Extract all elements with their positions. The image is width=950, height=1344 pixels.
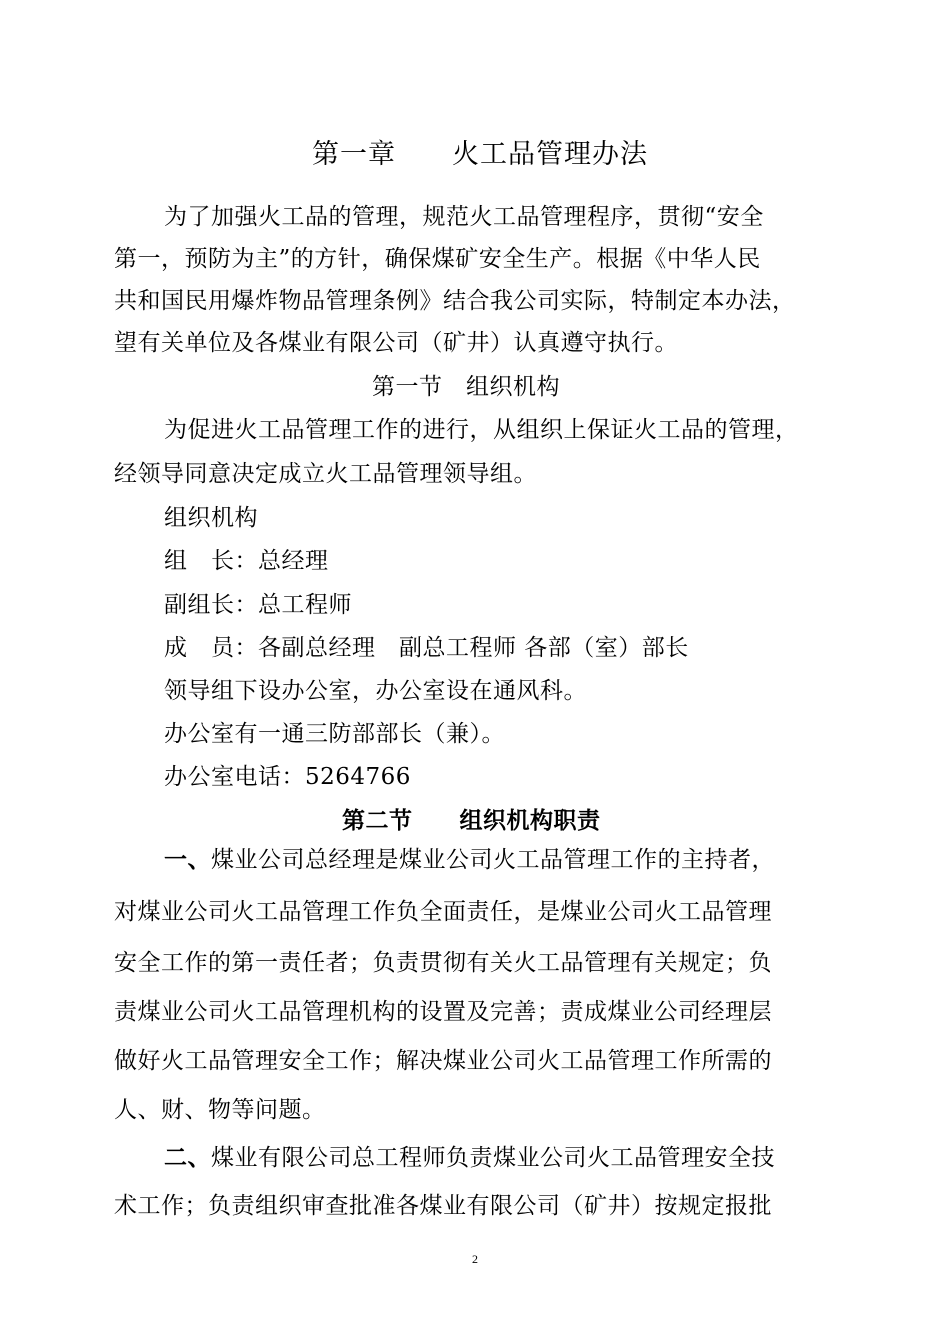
org-deputy: 副组长：总工程师 — [164, 592, 352, 618]
item1-first-line — [164, 845, 775, 875]
section1-title: 第一节 组织机构 — [372, 374, 560, 400]
office-setup: 领导组下设办公室，办公室设在通风科。 — [164, 678, 587, 704]
item2-text: 煤业有限公司总工程师负责煤业公司火工品管理安全技 — [211, 1145, 775, 1171]
item2-number: 二、 — [164, 1144, 211, 1171]
office-phone: 办公室电话：5264766 — [164, 764, 411, 790]
intro-line: 为了加强火工品的管理，规范火工品管理程序，贯彻“安全 — [164, 204, 764, 230]
item1-line: 做好火工品管理安全工作；解决煤业公司火工品管理工作所需的 — [114, 1048, 772, 1074]
org-leader: 组 长：总经理 — [164, 548, 329, 574]
intro-line: 第一，预防为主”的方针，确保煤矿安全生产。根据《中华人民 — [114, 246, 761, 272]
org-members: 成 员：各副总经理 副总工程师 各部（室）部长 — [164, 635, 689, 661]
intro-line: 共和国民用爆炸物品管理条例》结合我公司实际，特制定本办法， — [114, 288, 796, 314]
item1-text: 煤业公司总经理是煤业公司火工品管理工作的主持者， — [211, 847, 775, 873]
intro-line: 望有关单位及各煤业有限公司（矿井）认真遵守执行。 — [114, 330, 678, 356]
section2-title: 第二节 组织机构职责 — [342, 807, 601, 834]
item2-first-line — [164, 1143, 775, 1173]
office-head: 办公室有一通三防部部长（兼）。 — [164, 721, 505, 747]
item1-line: 对煤业公司火工品管理工作负全面责任，是煤业公司火工品管理 — [114, 899, 772, 925]
item1-line: 人、财、物等问题。 — [114, 1097, 326, 1123]
item1-line: 责煤业公司火工品管理机构的设置及完善；责成煤业公司经理层 — [114, 999, 772, 1025]
item1-number: 一、 — [164, 846, 211, 873]
page-number: 2 — [472, 1252, 478, 1266]
org-label: 组织机构 — [164, 505, 258, 531]
section1-body-line: 经领导同意决定成立火工品管理领导组。 — [114, 461, 537, 487]
chapter-title: 第一章 火工品管理办法 — [312, 139, 648, 170]
item2-line: 术工作；负责组织审查批准各煤业有限公司（矿井）按规定报批 — [114, 1193, 772, 1219]
section1-body-line: 为促进火工品管理工作的进行，从组织上保证火工品的管理， — [164, 417, 799, 443]
item1-line: 安全工作的第一责任者；负责贯彻有关火工品管理有关规定；负 — [114, 950, 772, 976]
